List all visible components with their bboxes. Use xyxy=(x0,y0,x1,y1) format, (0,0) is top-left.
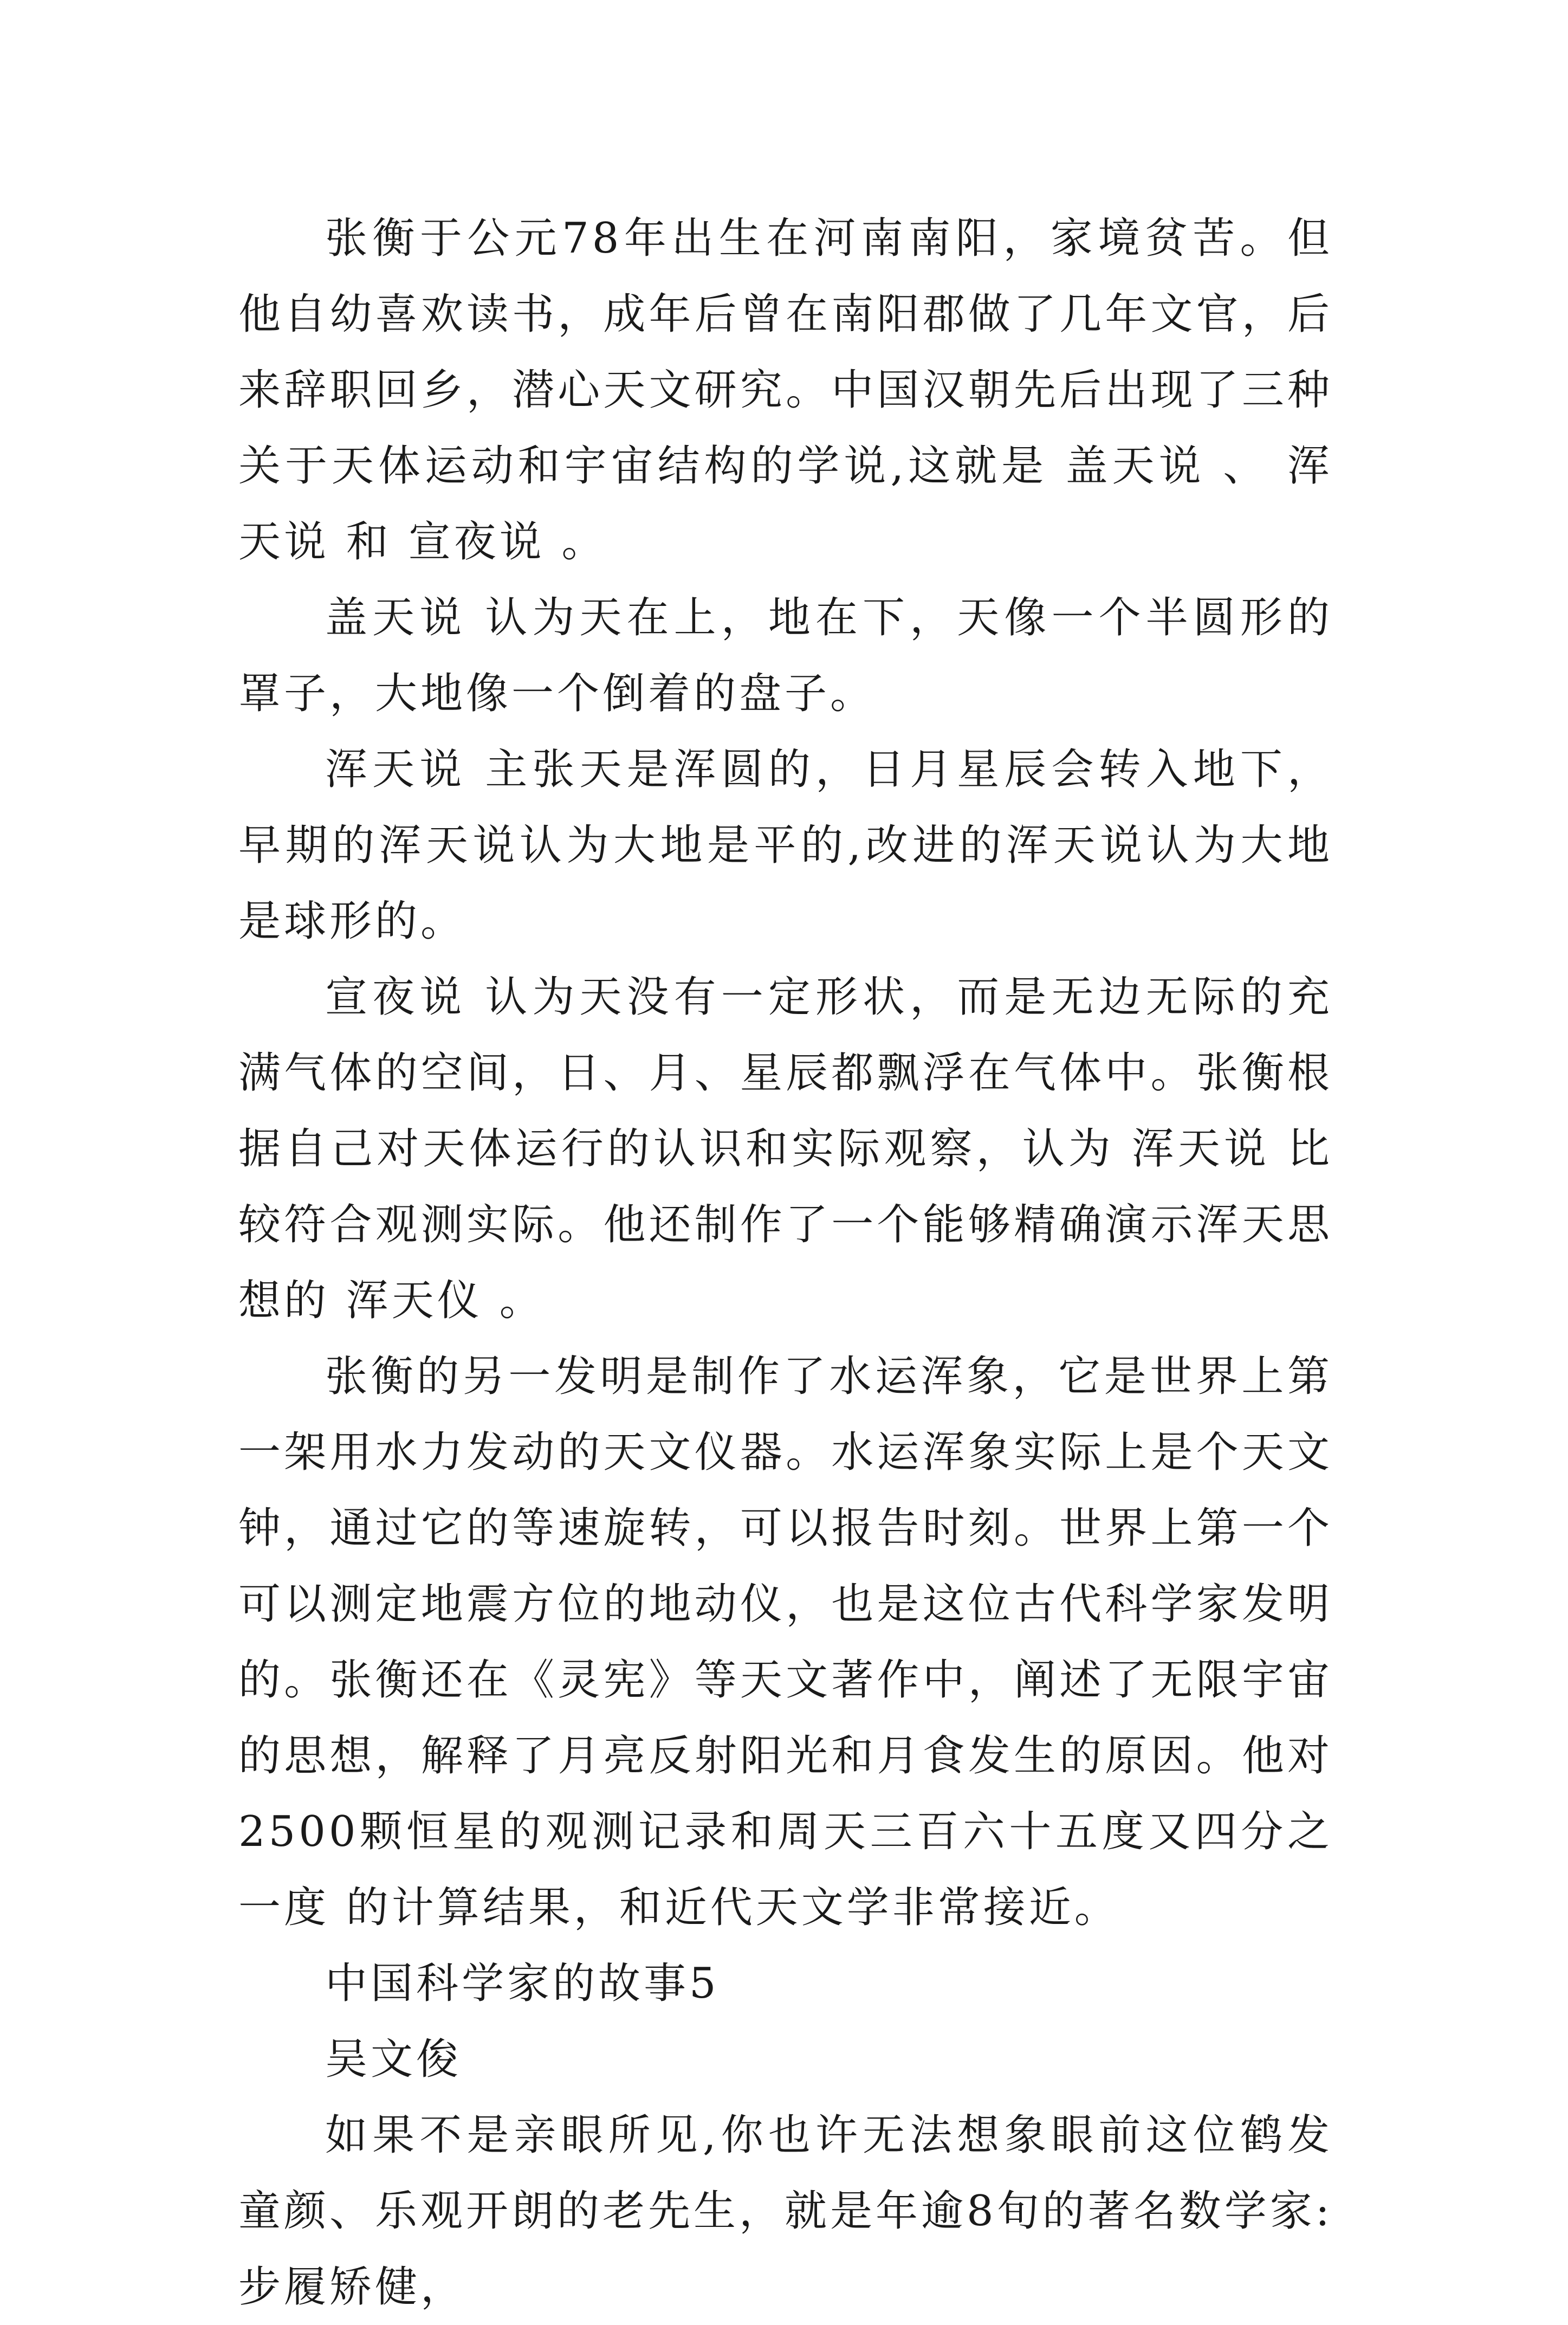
scientist-name: 吴文俊 xyxy=(325,2035,462,2084)
paragraph-huntian-theory: 浑天说 主张天是浑圆的，日月星辰会转入地下，早期的浑天说认为大地是平的,改进的浑天说认为大地是球形的。 xyxy=(238,745,1333,946)
paragraph-wu-wenjun-intro: 如果不是亲眼所见,你也许无法想象眼前这位鹤发童颜、乐观开朗的老先生，就是年逾8旬的著名数学家:步履矫健， xyxy=(238,2111,1333,2311)
paragraph-xuanye-theory: 宣夜说 认为天没有一定形状，而是无边无际的充满气体的空间，日、月、星辰都飘浮在气体中。张衡根据自己对天体运行的认识和实际观察，认为 浑天说 比较符合观测实际。他还制作了一个能够精确演示浑天思想的 浑天仪 。 xyxy=(238,973,1333,1325)
document-body xyxy=(238,201,1333,2325)
paragraph-gaitian-theory: 盖天说 认为天在上，地在下，天像一个半圆形的罩子，大地像一个倒着的盘子。 xyxy=(238,593,1333,718)
paragraph-zhang-heng-intro: 张衡于公元78年出生在河南南阳，家境贫苦。但他自幼喜欢读书，成年后曾在南阳郡做了几年文官，后来辞职回乡，潜心天文研究。中国汉朝先后出现了三种关于天体运动和宇宙结构的学说,这就是 盖天说 、 浑天说 和 宣夜说 。 xyxy=(238,214,1333,566)
section-heading: 中国科学家的故事5 xyxy=(325,1959,720,2008)
paragraph-water-armillary: 张衡的另一发明是制作了水运浑象，它是世界上第一架用水力发动的天文仪器。水运浑象实际上是个天文钟，通过它的等速旋转，可以报告时刻。世界上第一个可以测定地震方位的地动仪，也是这位古代科学家发明的。张衡还在《灵宪》等天文著作中，阐述了无限宇宙的思想，解释了月亮反射阳光和月食发生的原因。他对2500颗恒星的观测记录和周天三百六十五度又四分之一度 的计算结果，和近代天文学非常接近。 xyxy=(238,1352,1333,1932)
